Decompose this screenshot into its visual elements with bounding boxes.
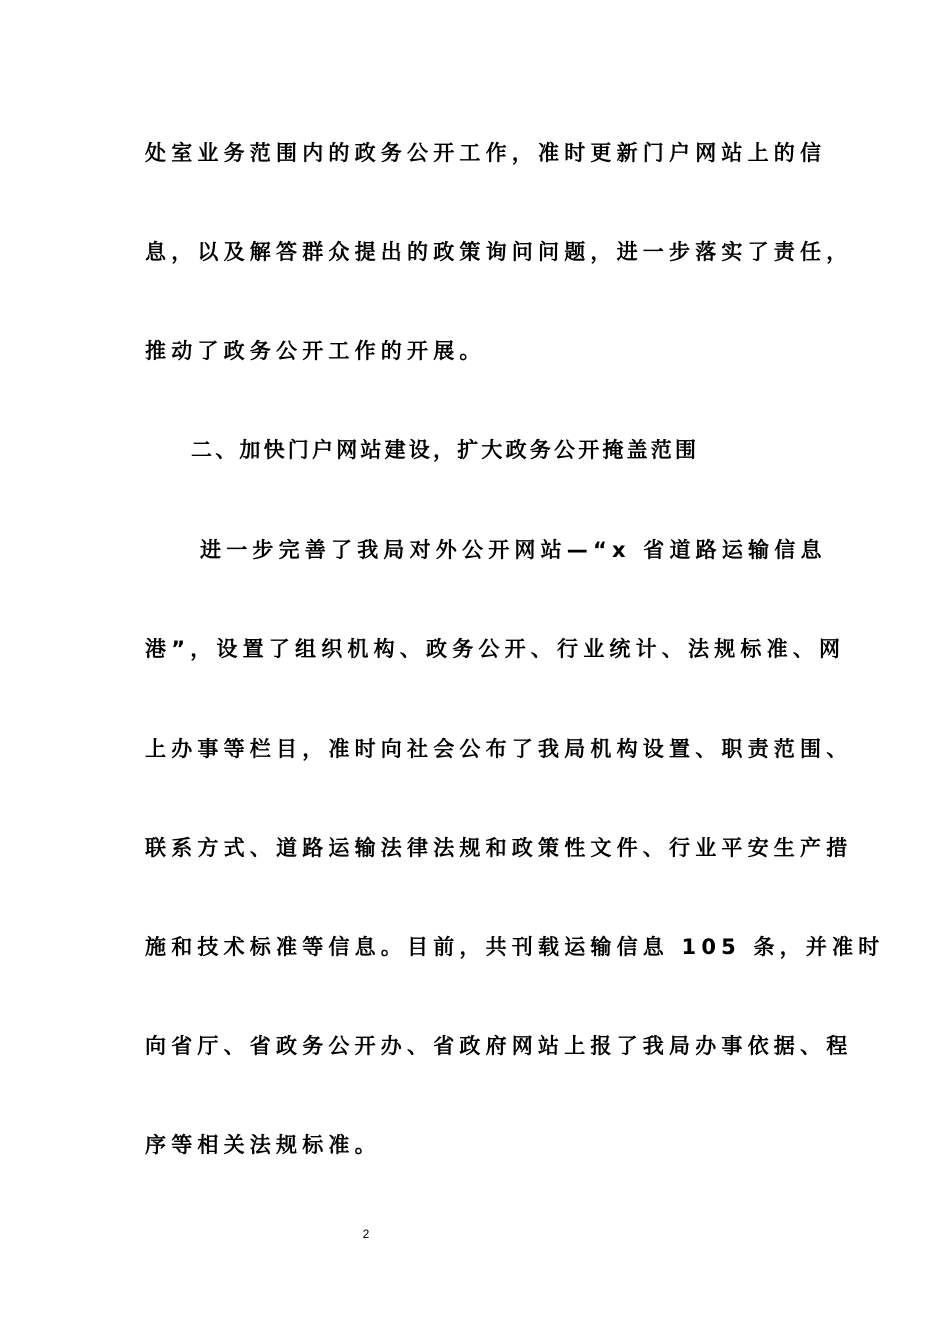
page-number: 2 (362, 1227, 370, 1241)
section-heading: 二、加快门户网站建设，扩大政务公开掩盖范围 (191, 438, 700, 462)
paragraph-line: 向省厅、省政务公开办、省政府网站上报了我局办事依据、程 (145, 1034, 853, 1058)
paragraph-line: 序等相关法规标准。 (145, 1133, 381, 1157)
paragraph-line: 施和技术标准等信息。目前，共刊载运输信息 105 条，并准时 (145, 935, 885, 959)
paragraph-line: 息，以及解答群众提出的政策询问问题，进一步落实了责任， (145, 240, 853, 264)
paragraph-line: 联系方式、道路运输法律法规和政策性文件、行业平安生产措 (145, 836, 853, 860)
paragraph-line: 港”，设置了组织机构、政务公开、行业统计、法规标准、网 (145, 637, 846, 661)
paragraph-line: 进一步完善了我局对外公开网站—“x 省道路运输信息 (200, 538, 827, 562)
paragraph-line: 上办事等栏目，准时向社会公布了我局机构设置、职责范围、 (145, 737, 853, 761)
paragraph-line: 处室业务范围内的政务公开工作，准时更新门户网站上的信 (145, 141, 827, 165)
paragraph-line: 推动了政务公开工作的开展。 (145, 339, 486, 363)
